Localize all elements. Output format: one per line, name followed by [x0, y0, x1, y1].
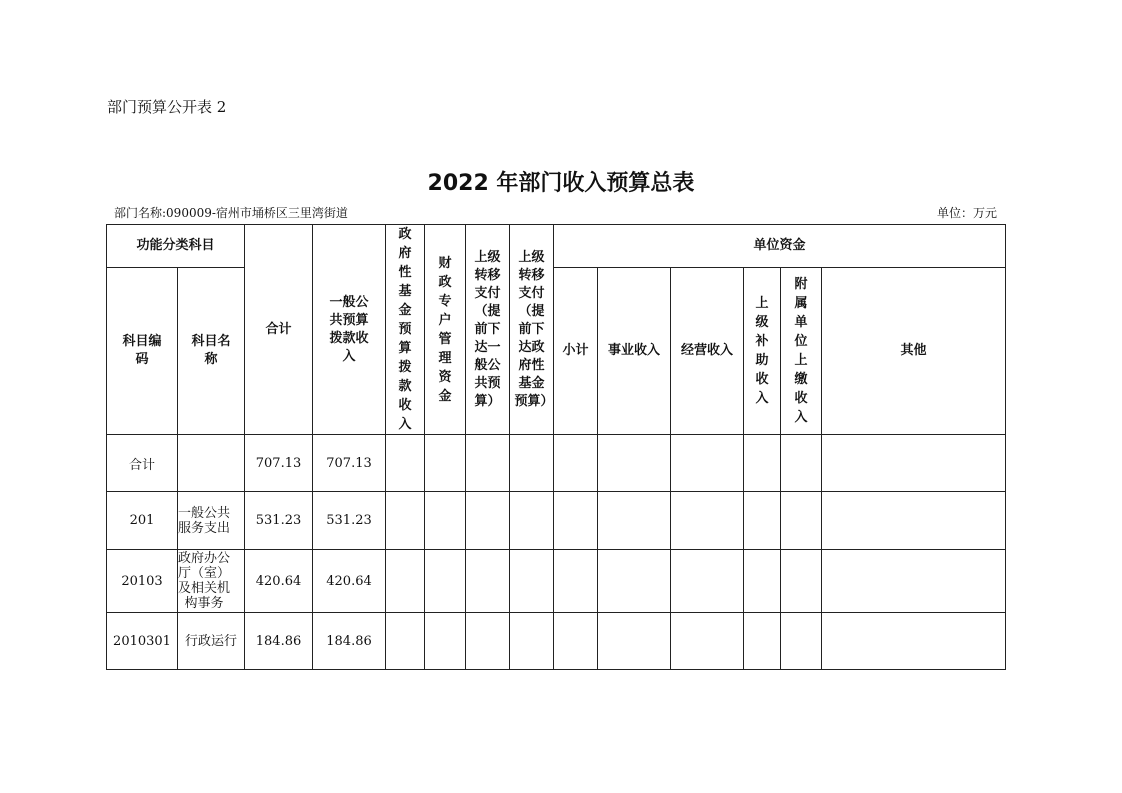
header-transfer-fund: 上级转移支付（提前下达政府性基金预算） — [510, 225, 554, 435]
header-subject-name: 科目名称 — [178, 268, 245, 435]
header-total: 合计 — [245, 225, 313, 435]
header-superior-subsidy: 上级补助收入 — [744, 268, 781, 435]
table-row — [107, 435, 1006, 492]
header-business-income: 事业收入 — [598, 268, 671, 435]
row-name: 一般公共服务支出 — [178, 492, 245, 550]
row-code: 20103 — [107, 550, 178, 613]
table-row — [107, 613, 1006, 670]
row-total: 531.23 — [245, 492, 313, 550]
table-row — [107, 492, 1006, 550]
header-other: 其他 — [822, 268, 1006, 435]
unit-label: 单位：万元 — [936, 206, 997, 220]
header-gov-fund: 政府性基金预算拨款收入 — [386, 225, 425, 435]
document-title: 2022 年部门收入预算总表 — [427, 171, 695, 196]
row-total: 420.64 — [245, 550, 313, 613]
page-label: 部门预算公开表 2 — [107, 98, 227, 116]
row-total: 184.86 — [245, 613, 313, 670]
row-general: 531.23 — [313, 492, 386, 550]
row-code: 合计 — [107, 435, 178, 492]
row-general: 184.86 — [313, 613, 386, 670]
row-general: 420.64 — [313, 550, 386, 613]
row-name: 政府办公厅（室）及相关机构事务 — [178, 550, 245, 613]
row-general: 707.13 — [313, 435, 386, 492]
department-name: 部门名称:090009-宿州市埇桥区三里湾街道 — [114, 206, 348, 220]
header-operating-income: 经营收入 — [671, 268, 744, 435]
row-code: 2010301 — [107, 613, 178, 670]
row-total: 707.13 — [245, 435, 313, 492]
header-unit-funds: 单位资金 — [554, 225, 1006, 268]
header-subtotal: 小计 — [554, 268, 598, 435]
row-code: 201 — [107, 492, 178, 550]
header-fiscal-special: 财政专户管理资金 — [425, 225, 466, 435]
budget-table — [106, 224, 1006, 670]
table-row — [107, 550, 1006, 613]
row-name — [178, 435, 245, 492]
header-func-class: 功能分类科目 — [107, 225, 245, 268]
header-subject-code: 科目编码 — [107, 268, 178, 435]
row-name: 行政运行 — [178, 613, 245, 670]
header-general-public: 一般公共预算拨款收入 — [313, 225, 386, 435]
header-transfer-general: 上级转移支付（提前下达一般公共预算） — [466, 225, 510, 435]
header-affiliated-income: 附属单位上缴收入 — [781, 268, 822, 435]
